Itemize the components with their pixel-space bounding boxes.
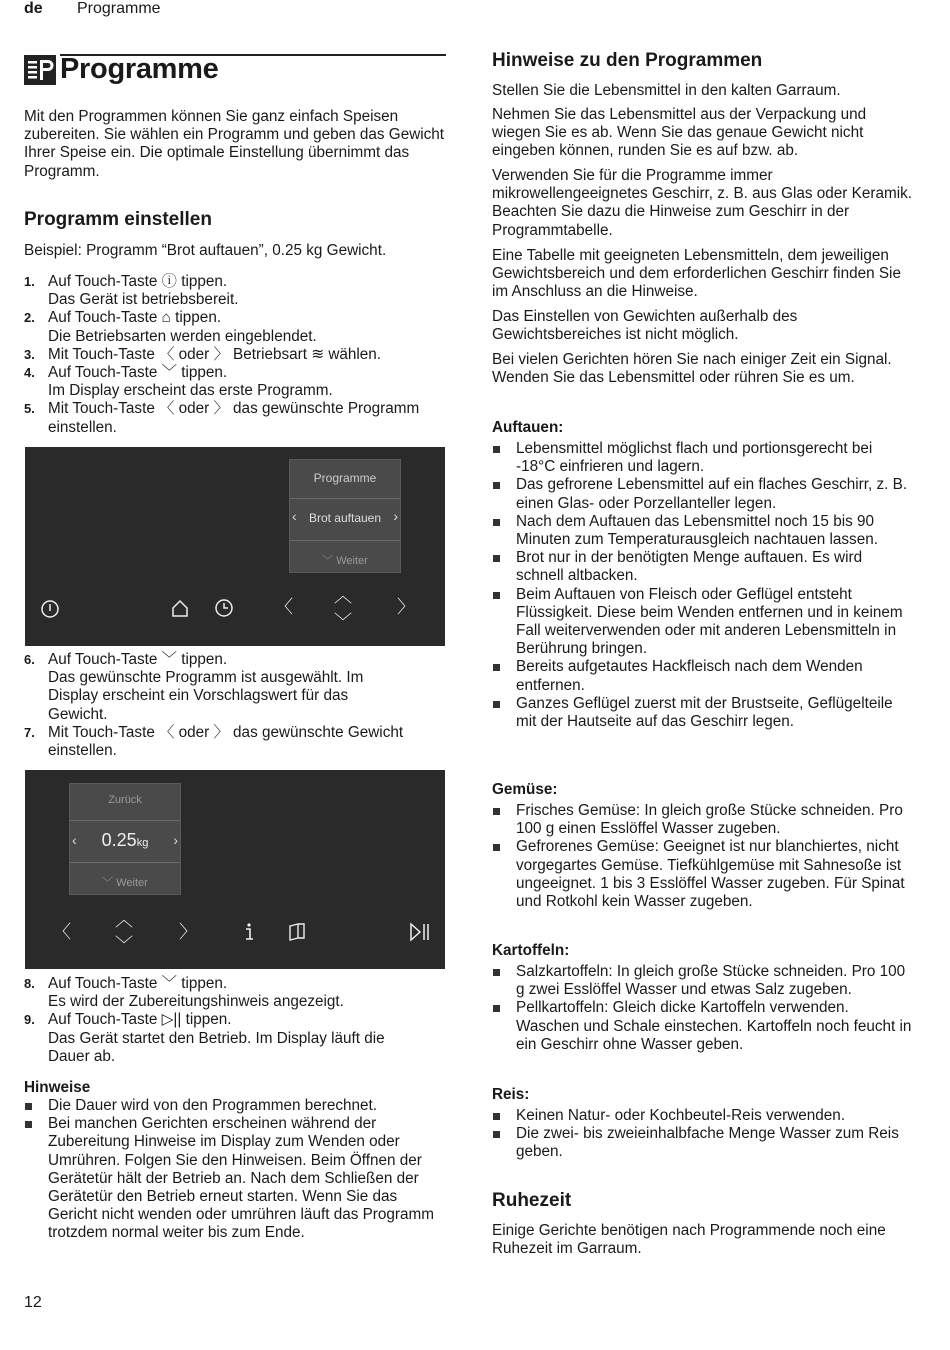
left-chevron-icon[interactable]: 〈 bbox=[275, 597, 293, 617]
step-result: Gewicht. bbox=[48, 705, 108, 723]
step-text: Mit Touch-Taste 〈 oder 〉 Betriebsart ≋ wählen. bbox=[48, 345, 382, 363]
paragraph: Eine Tabelle mit geeigneten Lebensmitteln, dem jeweiligen Gewichtsbereich und dem erforderlichen Geschirr finden Sie im Anschluss an die Hinweise. bbox=[492, 247, 901, 301]
auftauen-heading: Auftauen: bbox=[492, 419, 564, 436]
screen-unit: kg bbox=[136, 837, 149, 849]
steps-list-a bbox=[24, 273, 444, 437]
step-item bbox=[24, 724, 444, 760]
intro-text: Mit den Programmen können Sie ganz einfach Speisen zubereiten. Sie wählen ein Programm und geben das Gewicht Ihrer Speise ein. Die optimale Einstellung übernimmt das Programm. bbox=[24, 108, 445, 180]
list-item: Pellkartoffeln: Gleich dicke Kartoffeln verwenden. Waschen und Schale einstechen. Kartoffeln noch feucht in ein Geschirr ohne Wasser geben. bbox=[492, 999, 912, 1054]
step-item bbox=[24, 651, 444, 724]
paragraph: Verwenden Sie für die Programme immer mikrowellengeeignetes Geschirr, z. B. aus Glas oder Keramik. Beachten Sie dazu die Hinweise zum Geschirr in der Programmtabelle. bbox=[492, 167, 912, 239]
list-item: Keinen Natur- oder Kochbeutel-Reis verwenden. bbox=[492, 1107, 912, 1125]
step-text: Auf Touch-Taste ﹀ tippen. bbox=[48, 975, 228, 992]
kartoffeln-heading: Kartoffeln: bbox=[492, 942, 570, 959]
section-heading-hinweise: Hinweise zu den Programmen bbox=[492, 50, 763, 71]
notes-heading: Hinweise bbox=[24, 1079, 91, 1096]
step-result: Das Gerät ist betriebsbereit. bbox=[48, 291, 239, 309]
step-result: Im Display erscheint das erste Programm. bbox=[48, 382, 333, 400]
header-section-title: Programme bbox=[77, 0, 161, 17]
list-item: Salzkartoffeln: In gleich große Stücke schneiden. Pro 100 g zwei Esslöffel Wasser und etwas Salz zugeben. bbox=[492, 963, 912, 999]
header-language: de bbox=[24, 0, 43, 17]
screen-divider bbox=[70, 820, 180, 821]
reis-heading: Reis: bbox=[492, 1086, 530, 1103]
paragraph: Nehmen Sie das Lebensmittel aus der Verpackung und wiegen Sie es ab. Wenn Sie das genaue Gewicht nicht eingeben können, runden Sie es auf bzw. ab. bbox=[492, 106, 867, 160]
reis-list bbox=[492, 1107, 912, 1162]
steps-list-c bbox=[24, 975, 444, 1066]
screen-divider bbox=[70, 862, 180, 863]
power-icon[interactable] bbox=[40, 599, 60, 619]
step-number: 1. bbox=[24, 274, 35, 289]
gemuese-heading: Gemüse: bbox=[492, 781, 558, 798]
screen-divider bbox=[290, 498, 400, 499]
step-number: 4. bbox=[24, 365, 35, 381]
right-chevron-icon[interactable]: 〉 bbox=[397, 597, 415, 617]
step-text: Auf Touch-Taste ﹀ tippen. bbox=[48, 651, 228, 668]
screen-next: ﹀ Weiter bbox=[322, 555, 368, 567]
up-chevron-icon[interactable]: ︿ bbox=[115, 910, 133, 930]
step-item bbox=[24, 400, 444, 436]
list-item: Ganzes Geflügel zuerst mit der Brustseite, Geflügelteile mit der Hautseite auf das Geschirr legen. bbox=[492, 695, 912, 731]
screen-value: 0.25 bbox=[101, 830, 137, 850]
section-heading-programm-einstellen: Programm einstellen bbox=[24, 209, 212, 230]
ruhezeit-text: Einige Gerichte benötigen nach Programmende noch eine Ruhezeit im Garraum. bbox=[492, 1222, 886, 1258]
start-pause-icon[interactable] bbox=[409, 922, 431, 942]
list-item: Bereits aufgetautes Hackfleisch nach dem Wenden entfernen. bbox=[492, 658, 912, 694]
right-chevron-icon[interactable]: 〉 bbox=[179, 922, 197, 942]
screen-back: Zurück bbox=[108, 794, 142, 806]
list-item: Frisches Gemüse: In gleich große Stücke schneiden. Pro 100 g einen Esslöffel Wasser zugeben. bbox=[492, 802, 912, 838]
display-screen bbox=[69, 783, 181, 895]
list-item: Bei manchen Gerichten erscheinen während der Zubereitung Hinweise im Display zum Wenden oder Umrühren. Folgen Sie den Hinweisen. Beim Öffnen der Gerätetür hält der Betrieb an. Nach dem Schließen der Gerätetür den Betrieb erneut starten. Wenn Sie das Gericht nicht wenden oder umrühren läuft das Programm trotzdem normal weiter bis zum Ende. bbox=[24, 1115, 444, 1242]
step-number: 5. bbox=[24, 401, 35, 417]
screen-left-chevron-icon: ‹ bbox=[292, 508, 297, 524]
kartoffeln-list bbox=[492, 963, 912, 1054]
page-title-block bbox=[24, 53, 218, 86]
info-icon[interactable] bbox=[241, 922, 257, 942]
step-number: 7. bbox=[24, 724, 35, 740]
clock-icon[interactable] bbox=[214, 598, 234, 618]
up-chevron-icon[interactable]: ︿ bbox=[334, 586, 352, 606]
screen-title: Programme bbox=[313, 471, 377, 485]
book-icon[interactable] bbox=[287, 922, 307, 942]
step-result: Display erscheint ein Vorschlagswert für das bbox=[48, 687, 349, 705]
list-item: Gefrorenes Gemüse: Geeignet ist nur blanchiertes, nicht vorgegartes Gemüse. Tiefkühlgemüse mit Sahnesoße ist ungeeignet. 1 bis 3 Esslöffel Wasser zugeben. Für Spinat und Rotkohl kein Wasser zugeben. bbox=[492, 838, 912, 911]
step-item bbox=[24, 346, 444, 364]
left-chevron-icon[interactable]: 〈 bbox=[53, 922, 71, 942]
paragraph: Stellen Sie die Lebensmittel in den kalten Garraum. bbox=[492, 82, 841, 99]
auftauen-list bbox=[492, 440, 912, 731]
screen-next: ﹀ Weiter bbox=[102, 877, 148, 889]
screen-left-chevron-icon: ‹ bbox=[72, 832, 77, 848]
step-item bbox=[24, 364, 444, 400]
step-text: Mit Touch-Taste 〈 oder 〉 das gewünschte Programm bbox=[48, 400, 420, 418]
display-screen bbox=[289, 459, 401, 573]
screen-right-chevron-icon: › bbox=[173, 832, 178, 848]
step-number: 6. bbox=[24, 652, 35, 667]
screen-value: Brot auftauen bbox=[308, 511, 382, 525]
control-panel-weight bbox=[25, 770, 445, 969]
down-chevron-icon[interactable]: ﹀ bbox=[115, 935, 133, 955]
step-result: Es wird der Zubereitungshinweis angezeigt. bbox=[48, 993, 344, 1011]
step-text-cont: einstellen. bbox=[48, 742, 117, 760]
step-text-cont: einstellen. bbox=[48, 418, 117, 436]
step-text: Auf Touch-Taste ﹀ tippen. bbox=[48, 364, 228, 382]
paragraph: Bei vielen Gerichten hören Sie nach einiger Zeit ein Signal. Wenden Sie das Lebensmittel oder rühren Sie es um. bbox=[492, 351, 892, 387]
list-item: Die Dauer wird von den Programmen berechnet. bbox=[24, 1097, 444, 1115]
step-result: Dauer ab. bbox=[48, 1047, 116, 1065]
program-p-icon bbox=[24, 55, 56, 85]
down-chevron-icon[interactable]: ﹀ bbox=[334, 612, 352, 632]
step-item bbox=[24, 975, 444, 1011]
control-panel-program bbox=[25, 447, 445, 646]
step-item bbox=[24, 309, 444, 345]
step-text: Auf Touch-Taste ⓘ tippen. bbox=[48, 273, 228, 290]
list-item: Die zwei- bis zweieinhalbfache Menge Wasser zum Reis geben. bbox=[492, 1125, 912, 1161]
step-number: 2. bbox=[24, 310, 35, 326]
page-title: Programme bbox=[60, 53, 219, 85]
home-icon[interactable] bbox=[170, 598, 190, 618]
step-result: Das Gerät startet den Betrieb. Im Display läuft die bbox=[48, 1029, 385, 1047]
step-number: 3. bbox=[24, 346, 35, 362]
list-item: Lebensmittel möglichst flach und portionsgerecht bei -18°C einfrieren und lagern. bbox=[492, 440, 912, 476]
step-result: Das gewünschte Programm ist ausgewählt. Im bbox=[48, 669, 364, 687]
step-result: Die Betriebsarten werden eingeblendet. bbox=[48, 327, 317, 345]
step-number: 8. bbox=[24, 976, 35, 991]
step-text: Mit Touch-Taste 〈 oder 〉 das gewünschte Gewicht bbox=[48, 723, 404, 741]
section-heading-ruhezeit: Ruhezeit bbox=[492, 1190, 572, 1211]
step-text: Auf Touch-Taste ⌂ tippen. bbox=[48, 309, 222, 327]
notes-list bbox=[24, 1097, 444, 1243]
steps-list-b bbox=[24, 651, 444, 760]
gemuese-list bbox=[492, 802, 912, 911]
paragraph: Das Einstellen von Gewichten außerhalb des Gewichtsbereiches ist nicht möglich. bbox=[492, 308, 798, 344]
list-item: Das gefrorene Lebensmittel auf ein flaches Geschirr, z. B. einen Glas- oder Porzellanteller legen. bbox=[492, 476, 912, 512]
screen-divider bbox=[290, 540, 400, 541]
example-text: Beispiel: Programm “Brot auftauen”, 0.25 kg Gewicht. bbox=[24, 242, 387, 259]
step-text: Auf Touch-Taste ▷|| tippen. bbox=[48, 1011, 232, 1029]
list-item: Brot nur in der benötigten Menge auftauen. Es wird schnell altbacken. bbox=[492, 549, 912, 585]
list-item: Beim Auftauen von Fleisch oder Geflügel entsteht Flüssigkeit. Diese beim Wenden entfernen und in keinem Fall weiterverwenden oder mit anderen Lebensmitteln in Berührung bringen. bbox=[492, 586, 912, 659]
list-item: Nach dem Auftauen das Lebensmittel noch 15 bis 90 Minuten zum Temperaturausgleich nachtauen lassen. bbox=[492, 513, 912, 549]
page-number: 12 bbox=[24, 1294, 42, 1311]
screen-weight bbox=[70, 830, 180, 851]
step-item bbox=[24, 1011, 444, 1066]
screen-right-chevron-icon: › bbox=[393, 508, 398, 524]
step-number: 9. bbox=[24, 1012, 35, 1028]
step-item bbox=[24, 273, 444, 309]
